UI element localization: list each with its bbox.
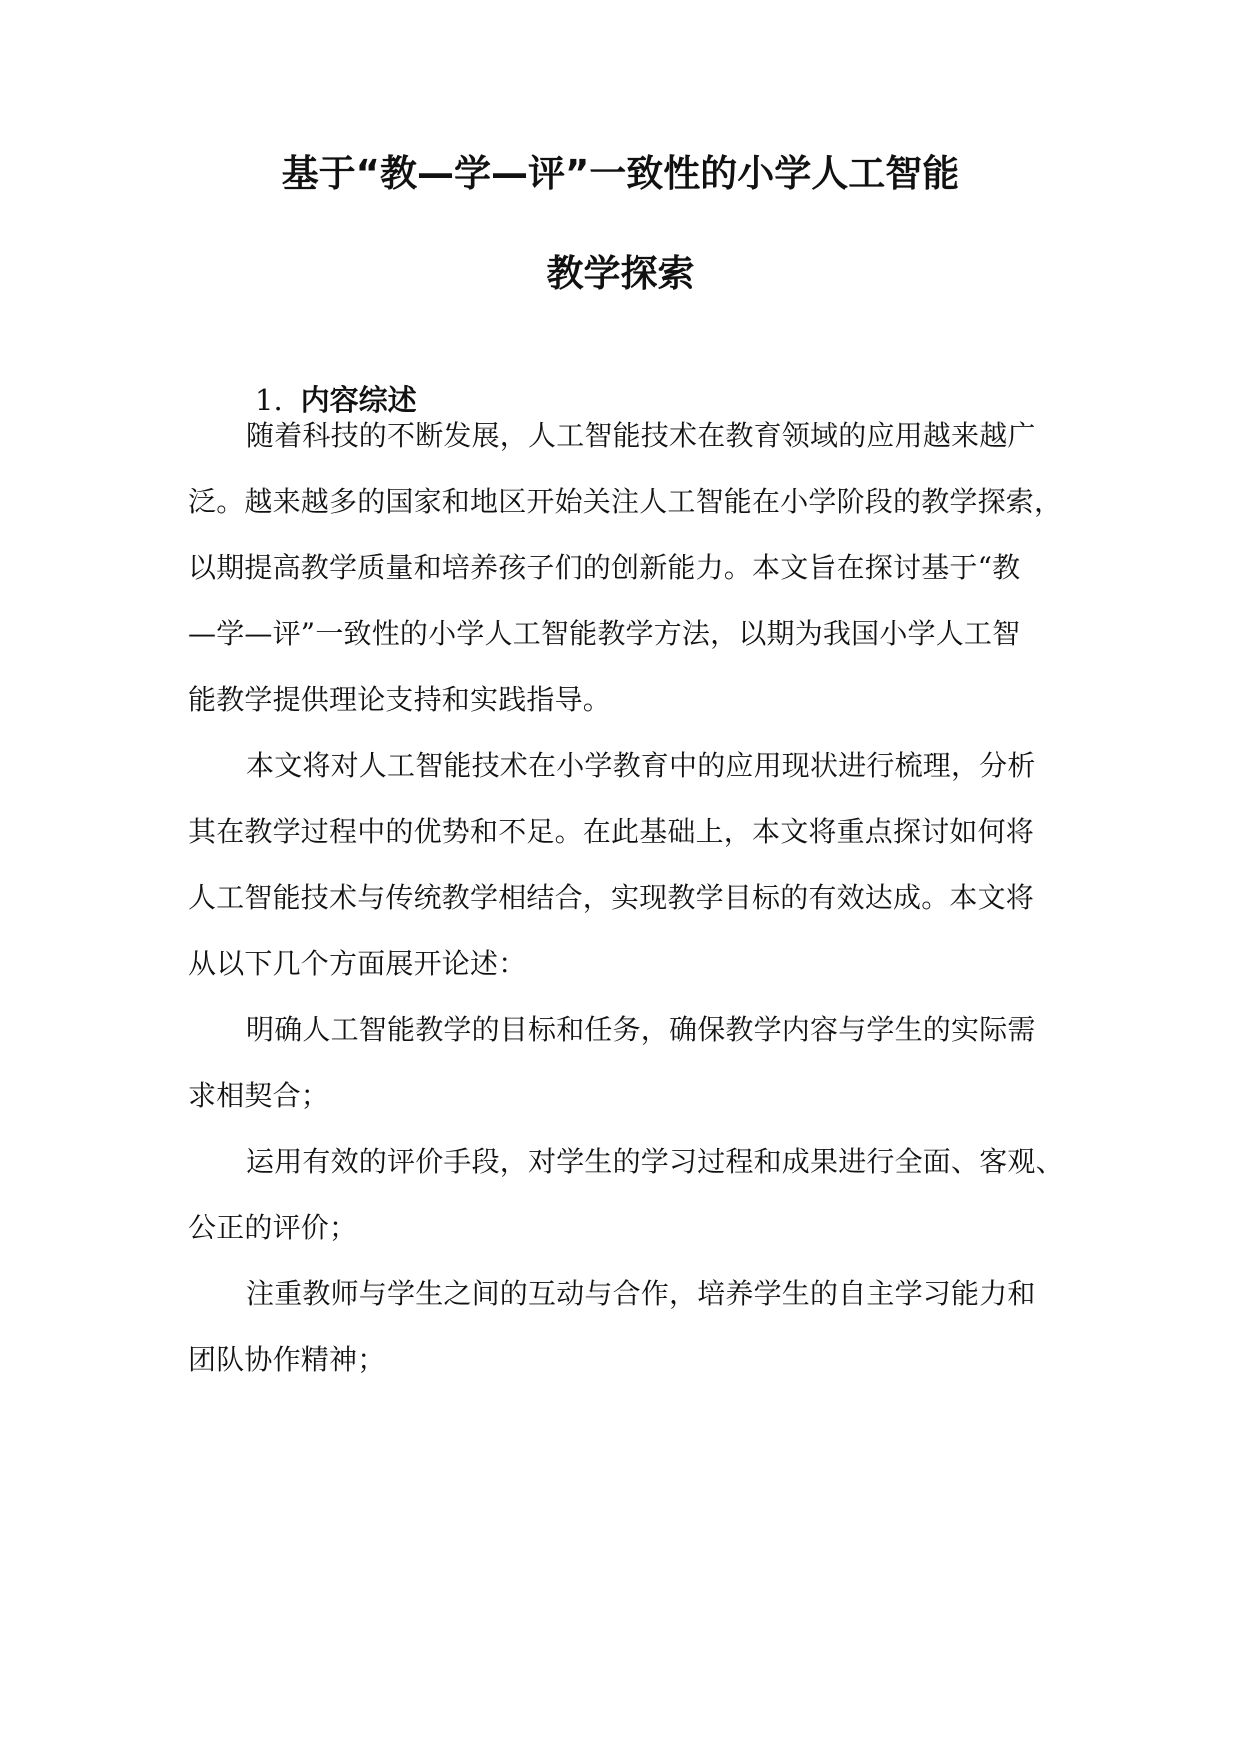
paragraph-line: —学—评”一致性的小学人工智能教学方法，以期为我国小学人工智: [188, 617, 1021, 650]
section-title: 内容综述: [300, 383, 417, 417]
paragraph-line: 以期提高教学质量和培养孩子们的创新能力。本文旨在探讨基于“教: [188, 551, 1021, 584]
paragraph-line: 随着科技的不断发展，人工智能技术在教育领域的应用越来越广: [246, 419, 1036, 452]
paragraph-line: 人工智能技术与传统教学相结合，实现教学目标的有效达成。本文将: [188, 881, 1035, 914]
paragraph-line: 运用有效的评价手段，对学生的学习过程和成果进行全面、客观、: [246, 1145, 1064, 1178]
paragraph-line: 明确人工智能教学的目标和任务，确保教学内容与学生的实际需: [246, 1013, 1036, 1046]
paragraph-line: 泛。越来越多的国家和地区开始关注人工智能在小学阶段的教学探索，: [188, 485, 1063, 518]
paragraph-line: 从以下几个方面展开论述：: [188, 947, 527, 980]
paragraph-line: 能教学提供理论支持和实践指导。: [188, 683, 612, 716]
document-title-line-2: 教学探索: [546, 252, 695, 295]
paragraph-line: 求相契合；: [188, 1079, 330, 1112]
paragraph-line: 注重教师与学生之间的互动与合作，培养学生的自主学习能力和: [246, 1277, 1036, 1310]
paragraph-line: 其在教学过程中的优势和不足。在此基础上，本文将重点探讨如何将: [188, 815, 1035, 848]
section-number: 1.: [255, 383, 283, 417]
paragraph-line: 本文将对人工智能技术在小学教育中的应用现状进行梳理，分析: [246, 749, 1036, 782]
document-title-line-1: 基于“教—学—评”一致性的小学人工智能: [281, 152, 960, 195]
paragraph-line: 公正的评价；: [188, 1211, 358, 1244]
section-heading: [255, 380, 417, 420]
paragraph-line: 团队协作精神；: [188, 1343, 386, 1376]
